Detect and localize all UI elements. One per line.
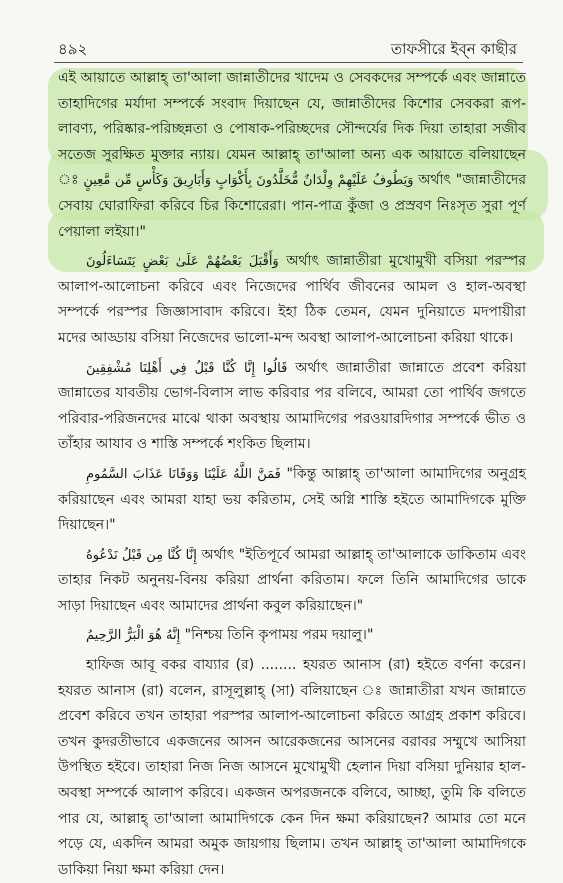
header-rule (54, 62, 523, 63)
body-text (58, 66, 526, 883)
paragraph-2 (58, 249, 526, 351)
paragraph-5-text: অর্থাৎ "ইতিপূর্বে আমরা আল্লাহ্ তা'আলাকে ডাকিতাম এবং তাহার নিকট অনুনয়-বিনয় করিয়া প্রার্থনা করিতাম। ফলে তিনি আমাদিগের ডাকে সাড়া দিয়াছেন এবং আমাদের প্রার্থনা কবুল করিয়াছেন।" (58, 546, 526, 614)
arabic-verse: إِنَّا كُنَّا مِن قَبْلُ نَدْعُوهُ (86, 547, 197, 563)
paragraph-3 (58, 356, 526, 458)
arabic-verse: إِنَّهُ هُوَ الْبَرُّ الرَّحِيمُ (86, 628, 181, 644)
arabic-verse: قَالُوا إِنَّا كُنَّا قَبْلُ فِي أَهْلِنَا مُشْفِقِينَ (86, 360, 288, 376)
arabic-verse: فَمَنَّ اللَّهُ عَلَيْنَا وَوَقَانَا عَذَابَ السَّمُومِ (86, 466, 281, 482)
paragraph-6 (58, 623, 526, 649)
paragraph-7 (58, 653, 526, 883)
paragraph-1-text: এই আয়াতে আল্লাহ্ তা'আলা জান্নাতীদের খাদেম ও সেবকদের সম্পর্কে এবং জান্নাতে তাহাদিগের মর্যাদা সম্পর্কে সংবাদ দিয়াছেন যে, জান্নাতীদের কিশোর সেবকরা রূপ-লাবণ্য, পরিষ্কার-পরিচ্ছন্নতা ও পোষাক-পরিচ্ছদের সৌন্দর্যের দিক দিয়া তাহারা সজীব সতেজ সুরক্ষিত মুক্তার ন্যায়। যেমন আল্লাহ্ তা'আলা অন্য এক আয়াতে বলিয়াছেন ঃ (58, 70, 526, 189)
paragraph-2-text: অর্থাৎ জান্নাতীরা মুখোমুখী বসিয়া পরস্পর আলাপ-আলোচনা করিবে এবং নিজেদের পার্থিব জীবনের আমল ও হাল-অবস্থা সম্পর্কে পরস্পর জিজ্ঞাসাবাদ করিবে। ইহা ঠিক তেমন, যেমন দুনিয়াতে মদপায়ীরা মদের আড্ডায় বসিয়া নিজেদের ভালো-মন্দ অবস্থা আলাপ-আলোচনা করিয়া থাকে। (58, 253, 527, 346)
paragraph-4-text: "কিন্তু আল্লাহ্ তা'আলা আমাদিগের অনুগ্রহ করিয়াছেন এবং আমরা যাহা ভয় করিতাম, সেই অগ্নি শাস্তি হইতে আমাদিগকে মুক্তি দিয়াছেন।" (58, 465, 526, 534)
paragraph-4 (58, 462, 526, 539)
paragraph-6-text: "নিশ্চয় তিনি কৃপাময় পরম দয়ালু।" (184, 627, 374, 644)
paragraph-1 (58, 66, 526, 245)
paragraph-1-translation: অর্থাৎ "জান্নাতীদের সেবায় ঘোরাফিরা করিবে চির কিশোরেরা। পান-পাত্র কুঁজা ও প্রস্রবণ নিঃসৃত সুরা পূর্ণ পেয়ালা লইয়া।" (58, 172, 527, 240)
paragraph-7-text: হাফিজ আবূ বকর বায্যার (র) ........ হযরত আনাস (রা) হইতে বর্ণনা করেন। হযরত আনাস (রা) বলেন, রাসূলুল্লাহ্ (সা) বলিয়াছেন ঃ জান্নাতীরা যখন জান্নাতে প্রবেশ করিবে তখন তাহারা পরস্পর আলাপ-আলোচনা করিতে আগ্রহ প্রকাশ করিবে। তখন কুদরতীভাবে একজনের আসন আরেকজনের আসনের বরাবর সম্মুখে আসিয়া উপস্থিত হইবে। তাহারা নিজ নিজ আসনে মুখোমুখী হেলান দিয়া বসিয়া দুনিয়ার হাল-অবস্থা সম্পর্কে আলাপ করিবে। একজন অপরজনকে বলিবে, আচ্ছা, তুমি কি বলিতে পার যে, আল্লাহ্ তা'আলা আমাদিগকে কেন দিন ক্ষমা করিয়াছেন? আমার তো মনে পড়ে যে, একদিন আমরা অমুক জায়গায় ছিলাম। তখন আল্লাহ্ তা'আলা আমাদিগকে ডাকিয়া নিয়া ক্ষমা করিয়া দেন। (58, 657, 526, 878)
arabic-verse: وَيَطُوفُ عَلَيْهِمْ وِلْدَانٌ مُّخَلَّدُونَ بِأَكْوَابٍ وَأَبَارِيقَ وَكَأْسٍ مِّن مَّعِينٍ (83, 173, 414, 189)
book-title: তাফসীরে ইব্‌ন কাছীর (390, 40, 517, 58)
page-number: ৪৯২ (58, 40, 88, 58)
paragraph-3-text: অর্থাৎ জান্নাতীরা জান্নাতে প্রবেশ করিয়া জান্নাতের যাবতীয় ভোগ-বিলাস লাভ করিবার পর বলিবে, আমরা তো পার্থিব জগতে পরিবার-পরিজনদের মাঝে থাকা অবস্থায় আমাদিগের পরওয়ারদিগার সম্পর্কে ভীত ও তাঁহার আযাব ও শাস্তি সম্পর্কে শংকিত ছিলাম। (58, 359, 526, 453)
paragraph-5 (58, 543, 526, 620)
arabic-verse: وَأَقْبَلَ بَعْضُهُمْ عَلَىٰ بَعْضٍ يَتَسَاءَلُونَ (86, 254, 279, 270)
